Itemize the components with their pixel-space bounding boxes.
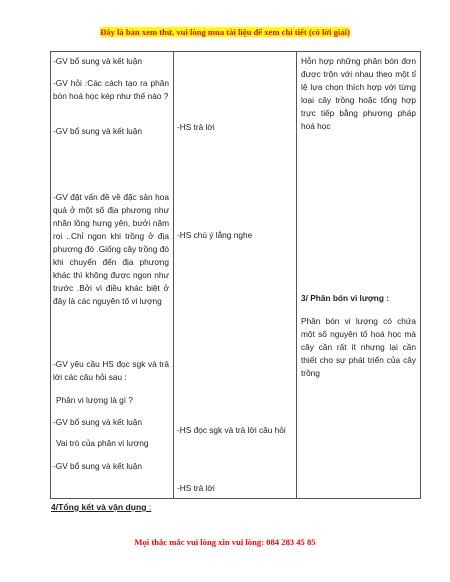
compound-fertilizer-text: Hỗn hợp những phân bón đơn được trộn với nhau theo một tỉ lệ lựa chọn thích hợp với từng loại cây trồng hoặc tổng hợp trực tiếp bằng phương pháp hoá học (301, 56, 416, 131)
preview-notice-text: Đây là bản xem thử, vui lòng mua tài liệu để xem chi tiết (có lời giải) (100, 27, 350, 37)
teacher-line-9: -GV bổ sung và kết luận (53, 461, 143, 471)
table-border-left (50, 51, 51, 499)
section-4-heading-text: 4/Tổng kết và vận dụng (51, 502, 147, 512)
column-divider-1 (173, 51, 174, 499)
column-divider-2 (296, 51, 297, 499)
teacher-line-3: -GV bổ sung và kết luận (53, 126, 143, 136)
section-4-heading (51, 502, 151, 512)
contact-banner: Mọi thắc mắc vui lòng xin vui lòng: 084 283 45 85 (134, 537, 316, 547)
student-line-1: -HS trả lời (177, 122, 215, 132)
teacher-line-8: Vai trò của phân vi lượng (56, 438, 149, 448)
table-border-bottom (50, 498, 421, 499)
preview-notice-banner (0, 27, 450, 37)
teacher-line-4: -GV đặt vấn đề về đặc sản hoa quả ở một số địa phương như nhãn lồng hưng yên, bưởi năm roi ..Chỉ ngon khi trồng ở địa phương đó .Giống cây trồng đó khi chuyển đến địa phương khác thì không được ngon như trước .Bởi vì điều khác biệt ở đây là các nguyên tố vi lượng (53, 192, 169, 306)
teacher-line-1: -GV bổ sung và kết luận (53, 56, 143, 66)
teacher-line-5: -GV yêu cầu HS đọc sgk và trả lời các câu hỏi sau : (53, 359, 169, 382)
micronutrient-section-heading: 3/ Phân bón vi lượng : (301, 293, 389, 303)
micronutrient-text: Phân bón vi lượng có chứa một số nguyên tố hoá học mà cây cần rất ít nhưng lại cần thiết cho sự phát triển của cây trồng (301, 316, 416, 378)
student-line-4: -HS trả lời (177, 483, 215, 493)
section-4-heading-colon: : (146, 502, 152, 512)
table-border-right (420, 51, 421, 499)
teacher-line-6: Phân vi lượng là gì ? (56, 395, 133, 405)
teacher-line-2: -GV hỏi :Các cách tạo ra phân bón hoá học kép như thế nào ? (53, 78, 169, 101)
student-line-3: -HS đọc sgk và trả lời câu hỏi (177, 425, 286, 435)
teacher-line-7: -GV bổ sung và kết luận (53, 417, 143, 427)
table-border-top (50, 51, 421, 52)
student-line-2: -HS chú ý lắng nghe (177, 230, 253, 240)
lesson-table (50, 51, 421, 499)
